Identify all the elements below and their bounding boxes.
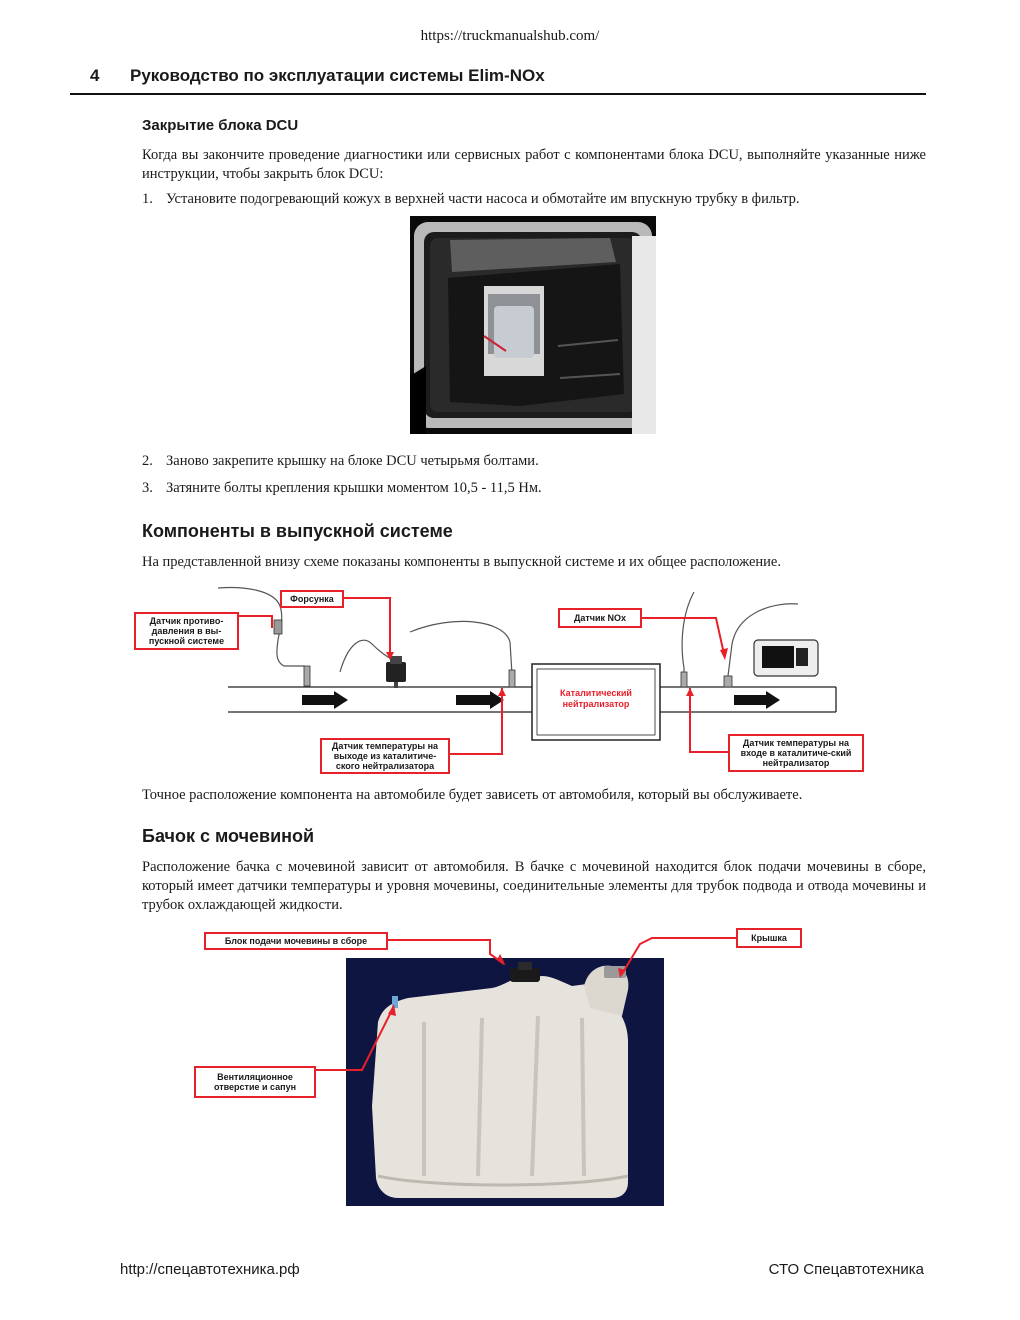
section-title-tank: Бачок с мочевиной <box>142 826 315 846</box>
dcu-step-3: 3. Затяните болты крепления крышки моментом 10,5 - 11,5 Нм. <box>142 480 542 496</box>
source-url: https://truckmanualshub.com/ <box>420 28 600 44</box>
header-rule <box>70 93 926 95</box>
tank-intro: Расположение бачка с мочевиной зависит от автомобиля. В бачке с мочевиной находится блок подачи мочевины в сборе, который имеет датчики температуры и уровня мочевины, соединительные элементы для трубок подвода и отвода мочевины и трубок охлаждающей жидкости. <box>142 859 926 913</box>
label-injector: Форсунка <box>280 590 344 608</box>
dcu-photo <box>410 216 656 434</box>
label-vent: Вентиляционное отверстие и сапун <box>194 1066 316 1098</box>
exhaust-diagram <box>134 584 864 774</box>
exhaust-intro: На представленной внизу схеме показаны компоненты в выпускной системе и их общее расположение. <box>142 554 781 570</box>
section-title-exhaust: Компоненты в выпускной системе <box>142 521 453 541</box>
dcu-step-1: 1. Установите подогревающий кожух в верхней части насоса и обмотайте им впускную трубку в фильтр. <box>142 191 800 207</box>
dcu-intro: Когда вы закончите проведение диагностики или сервисных работ с компонентами блока DCU, выполняйте указанные ниже инструкции, чтобы закрыть блок DCU: <box>142 147 926 182</box>
tank-figure <box>192 926 816 1210</box>
footer-company: СТО Спецавтотехника <box>768 1261 924 1278</box>
dcu-step-2: 2. Заново закрепите крышку на блоке DCU четырьмя болтами. <box>142 453 539 469</box>
section-title-dcu: Закрытие блока DCU <box>142 117 299 134</box>
label-nox-sensor: Датчик NOx <box>558 608 642 628</box>
footer-link[interactable]: http://спецавтотехника.рф <box>120 1261 300 1278</box>
label-temp-in-sensor: Датчик температуры на входе в каталитиче-ский нейтрализатор <box>728 734 864 772</box>
manual-title: Руководство по эксплуатации системы Elim-NOx <box>130 66 545 85</box>
label-backpressure-sensor: Датчик противо-давления в вы-пускной системе <box>134 612 239 650</box>
label-temp-out-sensor: Датчик температуры на выходе из каталитиче-ского нейтрализатора <box>320 738 450 774</box>
label-catalyst: Каталитический нейтрализатор <box>560 688 632 709</box>
page-header <box>90 66 545 86</box>
page-number: 4 <box>90 66 100 85</box>
label-cap: Крышка <box>736 928 802 948</box>
label-supply-unit: Блок подачи мочевины в сборе <box>204 932 388 950</box>
exhaust-note: Точное расположение компонента на автомобиле будет зависеть от автомобиля, который вы обслуживаете. <box>142 787 803 803</box>
